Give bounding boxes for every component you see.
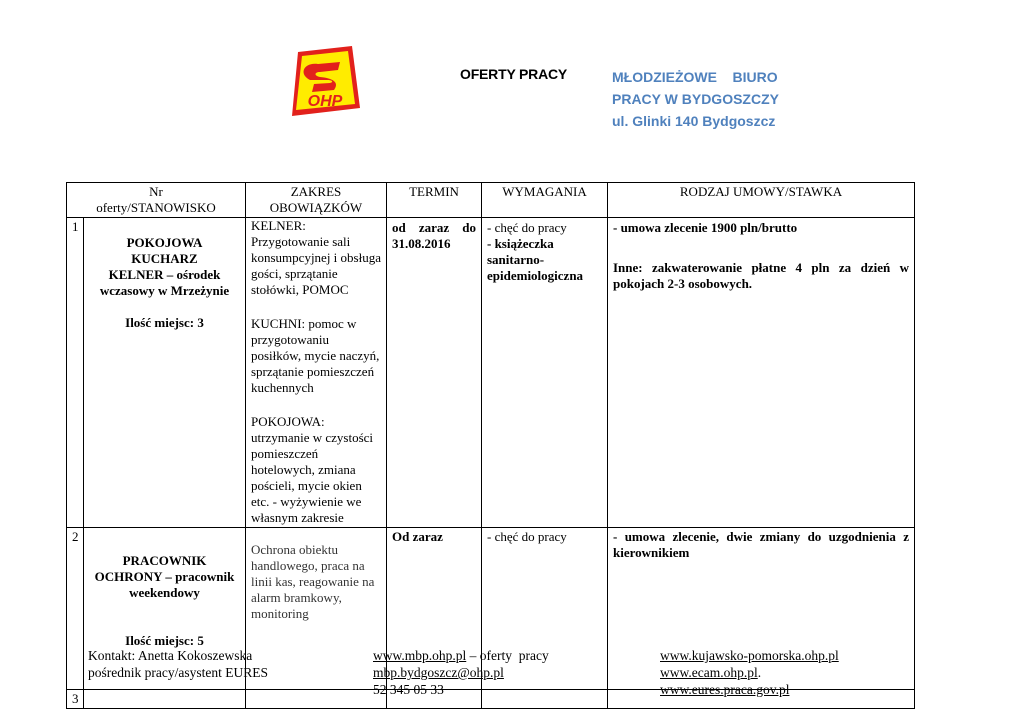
row-wymagania — [482, 218, 608, 528]
row-nr: 3 — [67, 690, 84, 709]
header-nr-line2: oferty/STANOWISKO — [96, 200, 216, 215]
stanowisko-line: OCHRONY – pracownik — [94, 569, 235, 584]
row-empty-cell — [84, 690, 246, 709]
ecam-link[interactable]: www.ecam.ohp.pl — [660, 665, 758, 680]
row-wymagania: - chęć do pracy — [482, 528, 608, 690]
row-stanowisko — [84, 218, 246, 528]
row-zakres — [246, 218, 387, 528]
email-link[interactable]: mbp.bydgoszcz@ohp.pl — [373, 665, 504, 680]
header-wymagania: WYMAGANIA — [482, 183, 608, 218]
stanowisko-line: POKOJOWA — [126, 235, 203, 250]
kujawsko-pomorska-link[interactable]: www.kujawsko-pomorska.ohp.pl — [660, 648, 839, 663]
contact-name: Kontakt: Anetta Kokoszewska — [88, 648, 253, 663]
header-nr-line1: Nr — [149, 184, 163, 199]
umowa-info: - umowa zlecenie 1900 pln/brutto — [613, 220, 798, 235]
header-umowa: RODZAJ UMOWY/STAWKA — [608, 183, 915, 218]
header-zakres — [246, 183, 387, 218]
org-line-2: PRACY W BYDGOSZCZY — [612, 91, 779, 107]
zakres-pokojowa: POKOJOWA: utrzymanie w czystości pomieszczeń hotelowych, zmiana pościeli, mycie okien etc. - wyżywienie we własnym zakresie — [251, 414, 374, 525]
zakres-kuchnia: KUCHNI: pomoc w przygotowaniu posiłków, mycie naczyń, sprzątanie pomieszczeń kuchennych — [251, 316, 380, 395]
zakres-kelner: KELNER: Przygotowanie sali konsumpcyjnej i obsługa gości, sprzątanie stołówki, POMOC — [251, 218, 381, 297]
logo-text: OHP — [307, 93, 343, 110]
wymaganie: - chęć do pracy — [487, 220, 567, 235]
org-line-1: MŁODZIEŻOWE BIURO — [612, 69, 778, 85]
header-nr-stanowisko — [67, 183, 246, 218]
page-title: OFERTY PRACY — [460, 66, 568, 82]
row-termin: Od zaraz — [387, 528, 482, 690]
header-termin: TERMIN — [387, 183, 482, 218]
eures-link[interactable]: www.eures.praca.gov.pl — [660, 682, 790, 697]
organization-name — [612, 66, 779, 132]
link-suffix: – oferty pracy — [466, 648, 549, 663]
stanowisko-line: KUCHARZ — [131, 251, 198, 266]
umowa-inne: Inne: zakwaterowanie płatne 4 pln za dzień w pokojach 2-3 osobowych. — [613, 260, 909, 291]
row-umowa — [608, 218, 915, 528]
org-line-3: ul. Glinki 140 Bydgoszcz — [612, 113, 776, 129]
row-nr: 2 — [67, 528, 84, 690]
stanowisko-line: wczasowy w Mrzeżynie — [99, 283, 230, 298]
job-offers-table — [66, 182, 915, 709]
stanowisko-line: PRACOWNIK — [122, 553, 207, 568]
phone-number: 52 345 05 33 — [373, 682, 444, 697]
header-zakres-line1: ZAKRES — [290, 184, 342, 199]
stanowisko-line: weekendowy — [129, 585, 200, 600]
row-termin: od zaraz do 31.08.2016 — [387, 218, 482, 528]
table-row — [67, 218, 915, 528]
zakres-ochrona: Ochrona obiektu handlowego, praca na linii kas, reagowanie na alarm bramkowy, monitoring — [251, 542, 375, 621]
ohp-logo — [288, 44, 362, 118]
row-empty-cell — [246, 690, 387, 709]
table-header-row — [67, 183, 915, 218]
wymaganie: - książeczka sanitarno-epidemiologiczna — [487, 236, 584, 283]
link-suffix: . — [757, 665, 762, 680]
footer-contact — [88, 647, 268, 681]
ilosc-miejsc: Ilość miejsc: 5 — [125, 633, 204, 648]
mbp-link[interactable]: www.mbp.ohp.pl — [373, 648, 467, 663]
contact-role: pośrednik pracy/asystent EURES — [88, 665, 268, 680]
footer-links-middle — [373, 647, 549, 698]
stanowisko-line: KELNER – ośrodek — [108, 267, 221, 282]
header-zakres-line2: OBOWIĄZKÓW — [269, 200, 363, 215]
footer-links-right — [660, 647, 839, 698]
row-umowa: - umowa zlecenie, dwie zmiany do uzgodnienia z kierownikiem — [608, 528, 915, 690]
row-nr: 1 — [67, 218, 84, 528]
ilosc-miejsc: Ilość miejsc: 3 — [125, 315, 204, 330]
